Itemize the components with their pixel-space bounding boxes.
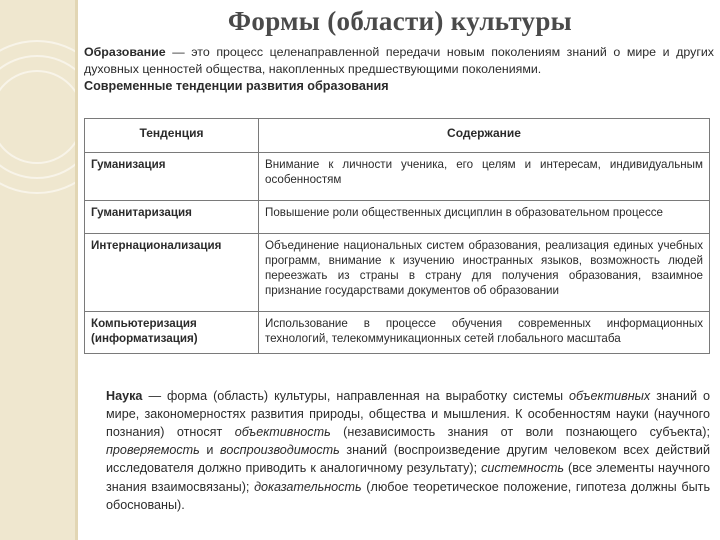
science-text: (все элементы научного знания взаимосвязаны); bbox=[106, 461, 710, 494]
definition-text: — это процесс целенаправленной передачи новым поколениям знаний о мире и других духовных ценностей общества, накопленных предшествующими поколениями. bbox=[84, 45, 714, 76]
science-text: и bbox=[199, 443, 221, 458]
table-heading: Современные тенденции развития образования bbox=[84, 79, 389, 93]
trend-cell: Гуманитаризация bbox=[85, 201, 259, 234]
science-emphasis: объективность bbox=[234, 425, 331, 439]
trends-table bbox=[84, 118, 710, 354]
science-text: знаний о мире, закономерностях развития природы, общества и мышления. К особенностям науки (научного познания) относят bbox=[106, 388, 710, 439]
page-title: Формы (области) культуры bbox=[227, 6, 573, 36]
content-cell: Объединение национальных систем образования, реализация единых учебных программ, внимание к изучению иностранных языков, возможность людей переезжать из страны в страну для получения образования, взаимное признание государствами документов об образовании bbox=[259, 234, 710, 312]
science-emphasis: доказательность bbox=[254, 479, 362, 494]
science-emphasis: объективных bbox=[569, 388, 651, 403]
science-text: знаний (воспроизведение другим человеком всех действий исследователя должно приводить к аналогичному результату); bbox=[106, 443, 710, 476]
column-header-trend: Тенденция bbox=[85, 119, 259, 153]
content-cell: Внимание к личности ученика, его целям и интересам, индивидуальным особенностям bbox=[259, 153, 710, 201]
trend-cell: Компьютеризация (информатизация) bbox=[85, 312, 259, 354]
science-paragraph bbox=[106, 387, 710, 514]
table-row bbox=[85, 312, 710, 354]
science-term: Наука bbox=[106, 388, 143, 403]
education-definition bbox=[84, 44, 714, 78]
table-row bbox=[85, 234, 710, 312]
content-cell: Использование в процессе обучения современных информационных технологий, телекоммуникационных сетей глобального масштаба bbox=[259, 312, 710, 354]
decorative-ring bbox=[0, 70, 78, 164]
education-section bbox=[84, 44, 714, 109]
science-emphasis: воспроизводимость bbox=[220, 443, 340, 458]
definition-term: Образование bbox=[84, 45, 166, 59]
trend-cell: Интернационализация bbox=[85, 234, 259, 312]
content-cell: Повышение роли общественных дисциплин в образовательном процессе bbox=[259, 201, 710, 234]
decorative-side-strip bbox=[0, 0, 78, 540]
table-row bbox=[85, 201, 710, 234]
science-emphasis: проверяемость bbox=[106, 443, 200, 458]
science-text: (любое теоретическое положение, гипотеза должны быть обоснованы). bbox=[106, 479, 710, 512]
column-header-content: Содержание bbox=[259, 119, 710, 153]
table-row bbox=[85, 153, 710, 201]
science-emphasis: системность bbox=[481, 461, 565, 476]
science-text: (независимость знания от воли познающего субъекта); bbox=[330, 425, 710, 439]
strip-edge bbox=[75, 0, 78, 540]
table-header-row bbox=[85, 119, 710, 153]
science-text: — форма (область) культуры, направленная на выработку системы bbox=[142, 388, 570, 403]
trend-cell: Гуманизация bbox=[85, 153, 259, 201]
